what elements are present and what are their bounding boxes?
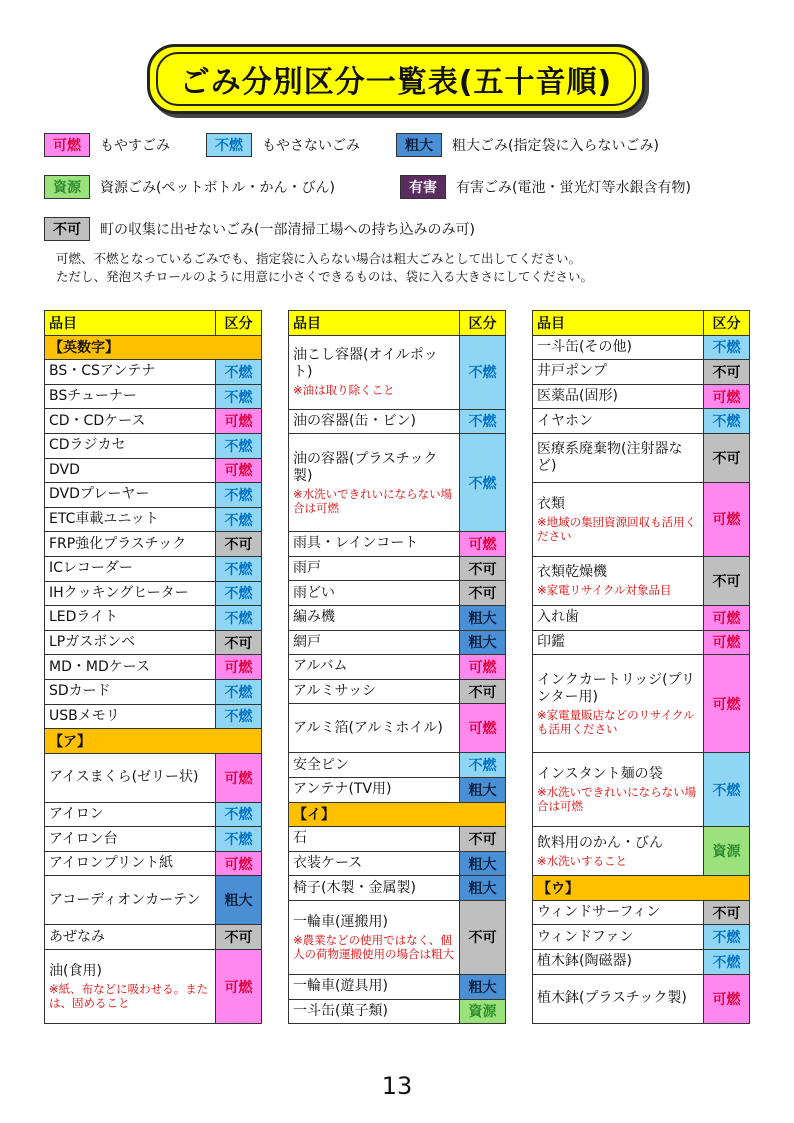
item-name-cell <box>289 876 460 901</box>
table-row <box>289 753 506 778</box>
table-row <box>533 753 750 827</box>
item-name: DVD <box>49 461 80 478</box>
category-badge: 可燃 <box>704 630 750 655</box>
item-name: 衣装ケース <box>293 855 363 872</box>
category-badge: 可燃 <box>704 384 750 409</box>
item-name: イヤホン <box>537 412 593 429</box>
category-badge: 粗大 <box>460 605 506 630</box>
table-row <box>533 384 750 409</box>
item-name: 入れ歯 <box>537 609 579 626</box>
item-name: 雨具・レインコート <box>293 535 419 552</box>
item-name-cell <box>45 851 216 876</box>
legend-badge-yugai: 有害 <box>400 175 446 199</box>
legend-sodai <box>396 133 659 157</box>
header-item: 品目 <box>289 311 460 336</box>
item-name: DVDプレーヤー <box>49 486 150 503</box>
item-name: アイスまくら(ゼリー状) <box>49 769 199 786</box>
item-name: 植木鉢(プラスチック製) <box>537 990 687 1007</box>
table-row <box>45 483 262 508</box>
item-name: 医薬品(固形) <box>537 388 618 405</box>
item-name-cell <box>45 925 216 950</box>
item-name: 雨戸 <box>293 560 321 577</box>
item-note: ※紙、布などに吸わせる。または、固めること <box>49 982 209 1011</box>
item-note: ※家電リサイクル対象品目 <box>537 583 672 598</box>
legend-badge-kanen: 可燃 <box>44 133 90 157</box>
item-name: ウィンドファン <box>537 928 634 945</box>
item-name-cell <box>533 433 704 482</box>
category-badge: 不可 <box>460 679 506 704</box>
category-badge: 可燃 <box>704 974 750 1023</box>
item-name: 衣類乾燥機 <box>537 564 607 581</box>
item-name-cell <box>45 409 216 434</box>
table-row <box>533 605 750 630</box>
category-badge: 粗大 <box>460 851 506 876</box>
item-name-cell <box>289 900 460 974</box>
table-row <box>45 556 262 581</box>
section-row <box>533 876 750 901</box>
table-row <box>533 655 750 753</box>
table-row <box>533 409 750 434</box>
table-row <box>45 384 262 409</box>
category-badge: 不燃 <box>216 483 262 508</box>
category-badge: 不燃 <box>460 753 506 778</box>
table-row <box>533 900 750 925</box>
item-name: USBメモリ <box>49 707 120 724</box>
item-name-cell <box>533 925 704 950</box>
table-row <box>533 556 750 605</box>
item-name: あぜなみ <box>49 928 105 945</box>
item-name: インクカートリッジ(プリンター用) <box>537 671 696 705</box>
item-name: ETC車載ユニット <box>49 511 159 528</box>
table-row <box>289 777 506 802</box>
category-badge: 可燃 <box>460 532 506 557</box>
item-name: 医療系廃棄物(注射器など) <box>537 440 683 474</box>
item-name: FRP強化プラスチック <box>49 535 187 552</box>
item-name-cell <box>289 409 460 434</box>
item-name: IHクッキングヒーター <box>49 584 189 601</box>
section-row <box>289 802 506 827</box>
item-name-cell <box>289 655 460 680</box>
category-badge: 不燃 <box>216 679 262 704</box>
category-badge: 不可 <box>216 532 262 557</box>
category-badge: 不燃 <box>216 606 262 631</box>
legend-desc-shigen: 資源ごみ(ペットボトル・かん・びん) <box>100 180 335 196</box>
table-row <box>533 482 750 556</box>
table-row <box>289 827 506 852</box>
item-note: ※水洗いすること <box>537 853 628 868</box>
item-name-cell <box>45 433 216 458</box>
table-row <box>45 679 262 704</box>
item-name-cell <box>533 384 704 409</box>
item-name-cell <box>289 777 460 802</box>
item-name: 網戸 <box>293 633 321 650</box>
table-row <box>45 360 262 385</box>
item-name-cell <box>45 876 216 925</box>
item-name-cell <box>45 507 216 532</box>
item-name-cell <box>289 630 460 655</box>
category-badge: 不燃 <box>216 581 262 606</box>
item-name: 安全ピン <box>293 756 349 773</box>
item-name: 油の容器(プラスチック製) <box>293 450 438 484</box>
category-badge: 不燃 <box>460 409 506 434</box>
section-label: 【英数字】 <box>45 335 262 360</box>
header-category: 区分 <box>704 311 750 336</box>
item-name-cell <box>289 605 460 630</box>
item-name: ICレコーダー <box>49 560 133 577</box>
item-name: 印鑑 <box>537 633 565 650</box>
table-row <box>289 581 506 606</box>
item-name-cell <box>533 753 704 827</box>
table-row <box>289 974 506 999</box>
item-name: 雨どい <box>293 584 335 601</box>
table-row <box>289 679 506 704</box>
item-name-cell <box>289 335 460 409</box>
item-name-cell <box>533 482 704 556</box>
item-name-cell <box>533 360 704 385</box>
category-badge: 可燃 <box>460 704 506 753</box>
table-row <box>533 360 750 385</box>
item-note: ※水洗いできれいにならない場合は可燃 <box>293 486 453 515</box>
table-row <box>533 974 750 1023</box>
item-name: CD・CDケース <box>49 412 146 429</box>
legend-desc-funen: もやさないごみ <box>262 138 360 154</box>
item-name-cell <box>45 581 216 606</box>
legend-shigen <box>44 175 335 199</box>
category-badge: 可燃 <box>216 950 262 1024</box>
category-badge: 不可 <box>704 360 750 385</box>
table-row <box>533 949 750 974</box>
category-badge: 不可 <box>704 433 750 482</box>
item-name-cell <box>45 950 216 1024</box>
table-row <box>45 655 262 680</box>
category-badge: 可燃 <box>704 655 750 753</box>
item-note: ※農業などの使用ではなく、個人の荷物運搬使用の場合は粗大 <box>293 932 454 961</box>
item-name-cell <box>289 851 460 876</box>
item-name-cell <box>45 458 216 483</box>
category-badge: 不燃 <box>216 507 262 532</box>
table-row <box>533 335 750 360</box>
item-name-cell <box>533 827 704 876</box>
item-name: MD・MDケース <box>49 658 151 675</box>
item-name: 椅子(木製・金属製) <box>293 879 416 896</box>
item-name: アルミ箔(アルミホイル) <box>293 719 443 736</box>
waste-table-2 <box>288 310 506 1024</box>
item-name-cell <box>45 384 216 409</box>
legend-badge-shigen: 資源 <box>44 175 90 199</box>
table-row <box>45 753 262 802</box>
legend-badge-funen: 不燃 <box>206 133 252 157</box>
page-title: ごみ分別区分一覧表(五十音順) <box>156 52 636 106</box>
category-badge: 不燃 <box>216 827 262 852</box>
item-name: BS・CSアンテナ <box>49 363 156 380</box>
item-name-cell <box>289 556 460 581</box>
header-item: 品目 <box>533 311 704 336</box>
item-name-cell <box>289 974 460 999</box>
item-name: 井戸ポンプ <box>537 363 607 380</box>
category-badge: 可燃 <box>216 655 262 680</box>
section-label: 【ウ】 <box>533 876 750 901</box>
table-row <box>289 851 506 876</box>
item-name: 石 <box>293 830 307 847</box>
table-row <box>45 458 262 483</box>
header-item: 品目 <box>45 311 216 336</box>
category-badge: 不可 <box>460 581 506 606</box>
table-row <box>289 556 506 581</box>
category-badge: 不燃 <box>704 753 750 827</box>
category-badge: 不燃 <box>216 556 262 581</box>
item-name-cell <box>289 532 460 557</box>
category-badge: 不燃 <box>704 409 750 434</box>
item-name: CDラジカセ <box>49 437 126 454</box>
item-name-cell <box>45 483 216 508</box>
category-badge: 資源 <box>704 827 750 876</box>
item-name: 一斗缶(菓子類) <box>293 1002 388 1019</box>
category-badge: 不燃 <box>216 704 262 729</box>
table-row <box>45 606 262 631</box>
item-note: ※家電量販店などのリサイクルも活用ください <box>537 707 695 736</box>
category-badge: 不燃 <box>216 384 262 409</box>
category-badge: 粗大 <box>460 974 506 999</box>
section-row <box>45 729 262 754</box>
category-badge: 不燃 <box>704 925 750 950</box>
category-badge: 不可 <box>460 556 506 581</box>
table-row <box>45 925 262 950</box>
item-name-cell <box>289 679 460 704</box>
table-row <box>45 630 262 655</box>
title-box <box>147 44 645 114</box>
item-name-cell <box>533 900 704 925</box>
table-row <box>289 434 506 532</box>
legend-desc-sodai: 粗大ごみ(指定袋に入らないごみ) <box>452 138 659 154</box>
table-row <box>289 532 506 557</box>
item-name: 油こし容器(オイルポット) <box>293 347 438 381</box>
item-note: ※油は取り除くこと <box>293 383 395 398</box>
item-name: LPガスボンベ <box>49 634 136 651</box>
waste-table-1 <box>44 310 262 1024</box>
item-name: 油(食用) <box>49 963 102 980</box>
item-name: 衣類 <box>537 495 565 512</box>
item-name: LEDライト <box>49 609 119 626</box>
table-row <box>45 581 262 606</box>
item-name-cell <box>45 360 216 385</box>
table-row <box>289 630 506 655</box>
table-header <box>533 311 750 336</box>
item-name-cell <box>533 556 704 605</box>
note-line-2: ただし、発泡スチロールのように用意に小さくできるものは、袋に入る大きさにしてください。 <box>56 269 594 284</box>
item-name-cell <box>289 704 460 753</box>
table-row <box>289 409 506 434</box>
item-name-cell <box>533 605 704 630</box>
item-name-cell <box>45 532 216 557</box>
category-badge: 不燃 <box>216 360 262 385</box>
category-badge: 不燃 <box>460 434 506 532</box>
category-badge: 粗大 <box>460 777 506 802</box>
table-row <box>289 605 506 630</box>
legend-badge-fuka: 不可 <box>44 217 90 241</box>
category-badge: 可燃 <box>216 409 262 434</box>
legend-desc-fuka: 町の収集に出せないごみ(一部清掃工場への持ち込みのみ可) <box>100 222 475 238</box>
item-name: アイロン <box>49 805 104 822</box>
table-row <box>45 532 262 557</box>
table-row <box>289 704 506 753</box>
item-name: 編み機 <box>293 609 335 626</box>
item-name-cell <box>289 753 460 778</box>
item-name: BSチューナー <box>49 388 137 405</box>
category-badge: 可燃 <box>704 482 750 556</box>
item-name-cell <box>45 630 216 655</box>
item-name-cell <box>45 655 216 680</box>
table-row <box>289 876 506 901</box>
category-badge: 粗大 <box>216 876 262 925</box>
legend-funen <box>206 133 360 157</box>
item-name-cell <box>533 949 704 974</box>
category-badge: 粗大 <box>460 876 506 901</box>
table-row <box>45 876 262 925</box>
item-name-cell <box>533 655 704 753</box>
item-name: 一輪車(運搬用) <box>293 913 388 930</box>
category-badge: 不可 <box>216 630 262 655</box>
legend-desc-yugai: 有害ごみ(電池・蛍光灯等水銀含有物) <box>456 180 691 196</box>
item-name: 油の容器(缶・ビン) <box>293 412 416 429</box>
item-name-cell <box>45 704 216 729</box>
item-name: アイロンプリント紙 <box>49 855 174 872</box>
category-badge: 不燃 <box>460 335 506 409</box>
item-name-cell <box>533 409 704 434</box>
item-name: アコーディオンカーテン <box>49 891 201 908</box>
item-name: アルバム <box>293 658 348 675</box>
category-badge: 不可 <box>704 556 750 605</box>
item-name: アイロン台 <box>49 830 118 847</box>
item-name: アルミサッシ <box>293 683 377 700</box>
table-row <box>289 999 506 1024</box>
table-row <box>289 335 506 409</box>
item-name-cell <box>533 335 704 360</box>
table-row <box>289 655 506 680</box>
item-name: 植木鉢(陶磁器) <box>537 953 632 970</box>
category-badge: 不燃 <box>216 433 262 458</box>
item-name: SDカード <box>49 683 111 700</box>
category-badge: 不可 <box>704 900 750 925</box>
legend-yugai <box>400 175 691 199</box>
table-row <box>45 827 262 852</box>
table-row <box>45 851 262 876</box>
item-name-cell <box>45 679 216 704</box>
category-badge: 可燃 <box>460 655 506 680</box>
section-label: 【イ】 <box>289 802 506 827</box>
table-row <box>45 409 262 434</box>
item-name: 一斗缶(その他) <box>537 338 632 355</box>
item-name-cell <box>45 827 216 852</box>
waste-table-3 <box>532 310 750 1024</box>
table-row <box>45 507 262 532</box>
item-name-cell <box>289 434 460 532</box>
item-name-cell <box>45 556 216 581</box>
item-note: ※地域の集団資源回収も活用ください <box>537 514 697 543</box>
item-name-cell <box>45 606 216 631</box>
table-row <box>45 704 262 729</box>
table-row <box>533 925 750 950</box>
section-label: 【ア】 <box>45 729 262 754</box>
category-badge: 不燃 <box>704 335 750 360</box>
category-badge: 可燃 <box>216 458 262 483</box>
category-badge: 不可 <box>460 900 506 974</box>
item-name-cell <box>45 802 216 827</box>
item-name-cell <box>289 999 460 1024</box>
header-category: 区分 <box>216 311 262 336</box>
item-note: ※水洗いできれいにならない場合は可燃 <box>537 785 697 814</box>
item-name: アンテナ(TV用) <box>293 781 392 798</box>
item-name-cell <box>533 630 704 655</box>
item-name-cell <box>45 753 216 802</box>
category-badge: 不燃 <box>216 802 262 827</box>
category-badge: 資源 <box>460 999 506 1024</box>
section-row <box>45 335 262 360</box>
table-row <box>533 827 750 876</box>
legend-badge-sodai: 粗大 <box>396 133 442 157</box>
table-header <box>45 311 262 336</box>
table-header <box>289 311 506 336</box>
category-badge: 粗大 <box>460 630 506 655</box>
item-name-cell <box>533 974 704 1023</box>
table-row <box>289 900 506 974</box>
category-badge: 不可 <box>216 925 262 950</box>
table-row <box>45 433 262 458</box>
category-badge: 不可 <box>460 827 506 852</box>
page-number: 13 <box>381 1072 413 1100</box>
category-badge: 可燃 <box>216 851 262 876</box>
note-line-1: 可燃、不燃となっているごみでも、指定袋に入らない場合は粗大ごみとして出してください。 <box>56 251 582 266</box>
item-name-cell <box>289 827 460 852</box>
item-name: 一輪車(遊具用) <box>293 978 388 995</box>
category-badge: 可燃 <box>216 753 262 802</box>
item-name: 飲料用のかん・びん <box>537 834 663 851</box>
legend-kanen <box>44 133 170 157</box>
table-row <box>45 950 262 1024</box>
item-name-cell <box>289 581 460 606</box>
category-badge: 不燃 <box>704 949 750 974</box>
item-name: インスタント麺の袋 <box>537 766 663 783</box>
category-badge: 可燃 <box>704 605 750 630</box>
legend-fuka <box>44 217 475 241</box>
header-category: 区分 <box>460 311 506 336</box>
table-row <box>45 802 262 827</box>
table-row <box>533 630 750 655</box>
table-row <box>533 433 750 482</box>
legend-desc-kanen: もやすごみ <box>100 138 170 154</box>
item-name: ウィンドサーフィン <box>537 904 661 921</box>
